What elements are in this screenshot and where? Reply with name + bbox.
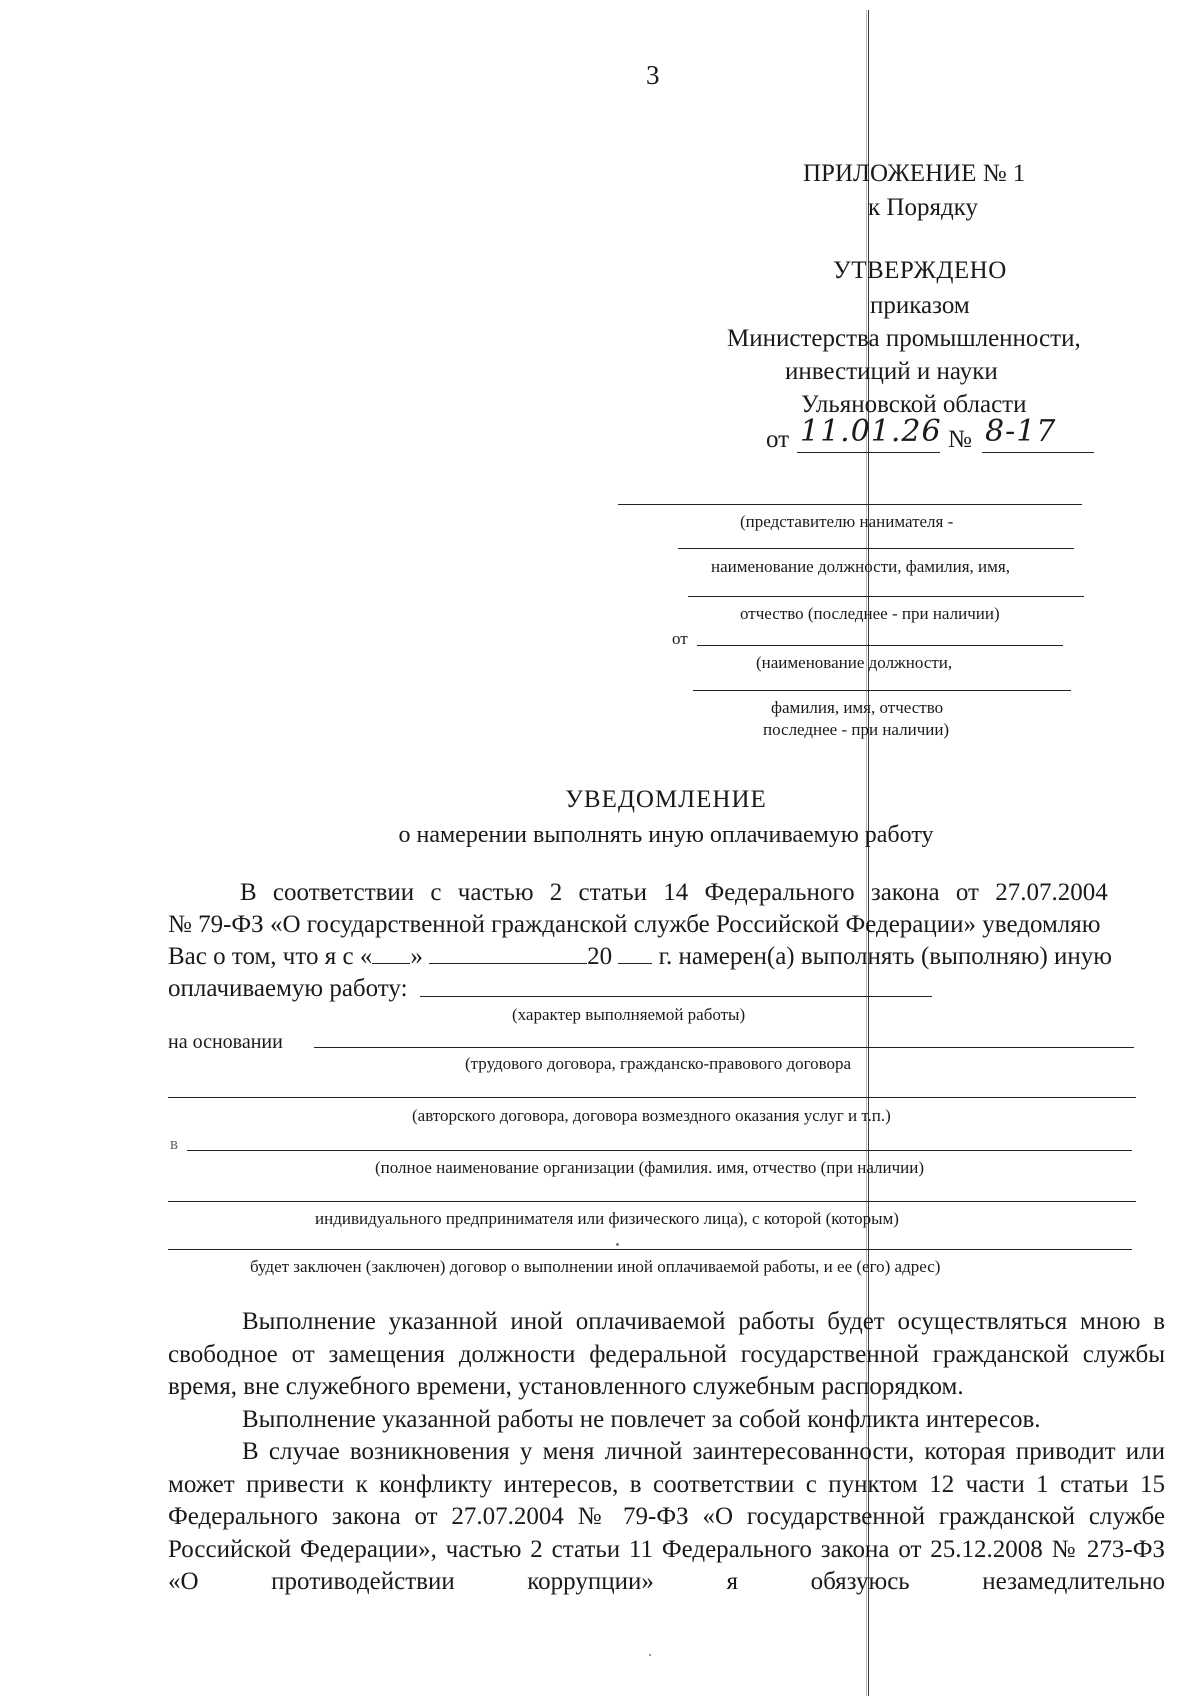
day-blank bbox=[372, 943, 410, 964]
basis-label: на основании bbox=[168, 1031, 283, 1053]
intro-line-2: № 79-ФЗ «О государственной гражданской службе Российской Федерации» уведомляю bbox=[168, 911, 1101, 938]
intro-date-suffix: г. намерен(а) выполнять (выполняю) иную bbox=[658, 943, 1112, 970]
by-order-label: приказом bbox=[870, 292, 970, 319]
body-paragraph-2: Выполнение указанной работы не повлечет за собой конфликта интересов. bbox=[242, 1406, 1041, 1433]
body-paragraph-1: Выполнение указанной иной оплачиваемой работы будет осуществляться мною в свободное от замещения должности федеральной государственной гражданской службы время, вне служебного времени, установленного служебным распорядком. bbox=[168, 1308, 1165, 1400]
month-blank bbox=[429, 943, 587, 964]
intro-line-4: оплачиваемую работу: bbox=[168, 975, 408, 1002]
intro-line-1-text: В соответствии с частью 2 статьи 14 Федерального закона от 27.07.2004 bbox=[240, 879, 1108, 906]
handwritten-number: 8-17 bbox=[985, 414, 1057, 449]
org-caption-2: индивидуального предпринимателя или физического лица), с которой (которым) bbox=[315, 1209, 899, 1228]
handwritten-date: 11.01.26 bbox=[800, 414, 942, 449]
sender-caption-2: фамилия, имя, отчество bbox=[771, 698, 944, 717]
addressee-line-1 bbox=[618, 504, 1082, 505]
intro-year-prefix: 20 bbox=[587, 943, 613, 970]
scan-speck bbox=[616, 1243, 619, 1246]
org-caption-1: (полное наименование организации (фамилия. имя, отчество (при наличии) bbox=[375, 1158, 925, 1177]
sender-line-1 bbox=[697, 645, 1063, 646]
approved-label: УТВЕРЖДЕНО bbox=[833, 257, 1007, 284]
intro-date-quote: » bbox=[410, 943, 423, 970]
in-label: в bbox=[170, 1134, 179, 1153]
addressee-caption-2: наименование должности, фамилия, имя, bbox=[711, 557, 1010, 576]
order-number-label: № bbox=[948, 426, 972, 453]
addressee-caption-3: отчество (последнее - при наличии) bbox=[740, 604, 1000, 623]
intro-line-1 bbox=[240, 879, 1165, 907]
sender-caption-1: (наименование должности, bbox=[756, 653, 953, 672]
order-date-underline bbox=[797, 452, 940, 453]
basis-caption-2: (авторского договора, договора возмездного оказания услуг и т.п.) bbox=[412, 1106, 891, 1125]
addressee-line-3 bbox=[688, 596, 1084, 597]
work-caption: (характер выполняемой работы) bbox=[512, 1005, 746, 1024]
year-blank bbox=[618, 943, 652, 964]
appendix-subtitle: к Порядку bbox=[868, 194, 978, 221]
document-subtitle: о намерении выполнять иную оплачиваемую работу bbox=[398, 822, 934, 848]
sender-line-2 bbox=[693, 690, 1071, 691]
order-number-underline bbox=[982, 452, 1094, 453]
addressee-line-2 bbox=[678, 548, 1074, 549]
org-caption-3: будет заключен (заключен) договор о выполнении иной оплачиваемой работы, и ее (его) адрес) bbox=[250, 1257, 941, 1276]
document-title: УВЕДОМЛЕНИЕ bbox=[565, 786, 767, 813]
org-line-3 bbox=[168, 1249, 1132, 1250]
org-line-2 bbox=[168, 1201, 1136, 1202]
sender-caption-3: последнее - при наличии) bbox=[763, 720, 950, 739]
appendix-title: ПРИЛОЖЕНИЕ № 1 bbox=[803, 160, 1026, 187]
body-paragraph-3: В случае возникновения у меня личной заинтересованности, которая приводит или может привести к конфликту интересов, в соответствии с пунктом 12 части 1 статьи 15 Федерального закона от 27.07.2004 № 79-ФЗ «О государственной гражданской службе Российской Федерации», частью 2 статьи 11 Федерального закона от 25.12.2008 № 273-ФЗ «О противодействии коррупции» я обязуюсь незамедлительно bbox=[168, 1438, 1165, 1595]
ministry-line-1: Министерства промышленности, bbox=[727, 325, 1081, 352]
org-line-1 bbox=[187, 1150, 1132, 1151]
work-field-line bbox=[420, 996, 932, 997]
order-date-label: от bbox=[766, 426, 790, 453]
scan-speck bbox=[649, 1654, 651, 1656]
intro-line-3 bbox=[168, 943, 1112, 971]
basis-line-1 bbox=[314, 1047, 1134, 1048]
intro-date-prefix: Вас о том, что я с « bbox=[168, 943, 373, 970]
page-number: 3 bbox=[646, 60, 660, 90]
basis-caption-1: (трудового договора, гражданско-правового договора bbox=[465, 1054, 852, 1073]
sender-from-label: от bbox=[672, 629, 688, 648]
ministry-line-3: Ульяновской области bbox=[801, 391, 1027, 418]
basis-line-2 bbox=[168, 1097, 1136, 1098]
ministry-line-2: инвестиций и науки bbox=[785, 358, 998, 385]
addressee-caption-1: (представителю нанимателя - bbox=[740, 512, 954, 531]
